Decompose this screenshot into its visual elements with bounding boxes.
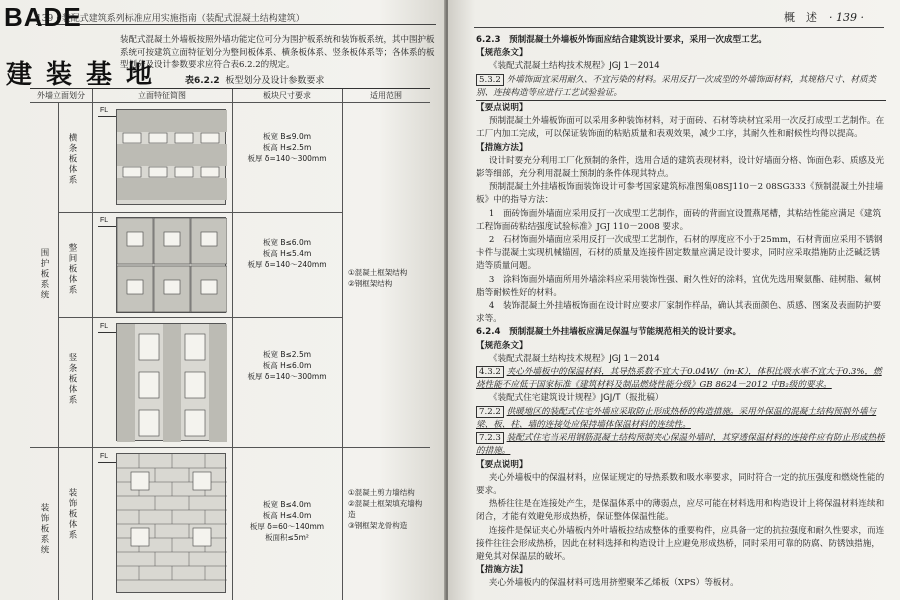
sketch-horizontal-strip-panels — [117, 110, 227, 206]
fl-mark: FL — [100, 323, 109, 330]
clause-5-3-2 — [476, 74, 886, 101]
scope-item: ②混凝土框架填充墙构造 — [348, 499, 423, 519]
tag-standard-clause: 【规范条文】 — [476, 340, 528, 351]
measure-item: 3 涂料饰面外墙面所用外墙涂料应采用装饰性强、耐久性好的涂料，宜优先选用聚氨酯、硅树脂、氟树脂等耐候性好的材料。 — [476, 274, 882, 298]
section-6-2-4-title: 6.2.4 预制混凝土外挂墙板应满足保温与节能规范相关的设计要求。 — [476, 327, 742, 338]
row-name-full-bay: 整间板体系 — [67, 242, 77, 296]
section-6-2-3-title: 6.2.3 预制混凝土外墙板外饰面应结合建筑设计要求，采用一次成型工艺。 — [476, 35, 767, 45]
page-number: · 139 · — [829, 11, 864, 24]
clause-number: 7.2.3 — [476, 432, 504, 444]
tag-key-explanation: 【要点说明】 — [476, 459, 528, 470]
req-vertical — [234, 349, 340, 382]
diagram-horizontal-strips — [116, 109, 226, 205]
table-caption-number: 表6.2.2 — [185, 76, 220, 86]
explanation-paragraph: 热桥往往是在连接处产生，是保温体系中的薄弱点，应尽可能在材料选用和构造设计上将保温材料连续和闭合，才能有效避免形成热桥，保证整体保温性能。 — [476, 499, 885, 523]
clause-text: 外墙饰面宜采用耐久、不宜污染的材料。采用反打一次成型的外墙饰面材料，其规格尺寸、材质类别、连接构造等应进行工艺试验验证。 — [476, 74, 877, 98]
row-name-decorative: 装饰板体系 — [67, 487, 77, 541]
scope-decorative — [348, 487, 428, 531]
group-label-decorative: 装饰板系统 — [39, 502, 49, 556]
table-col-divider — [92, 89, 93, 600]
sketch-decorative-brick-panels — [117, 454, 227, 594]
req-height: 板高 H≤6.0m — [262, 361, 312, 370]
panel-type-table — [30, 88, 430, 600]
row-name-vertical: 竖条板体系 — [67, 352, 77, 406]
clause-4-3-2 — [476, 366, 886, 392]
explanation-paragraph: 预制混凝土外墙板饰面可以采用多种装饰材料，对于面砖、石材等块材宜采用一次反打成型工艺制作。在工厂内加工完成，可以保证装饰面的粘贴质量和表观效果，减少工序，其耐久性和耐候性均得以提高。 — [476, 116, 885, 140]
clause-number: 7.2.2 — [476, 406, 504, 418]
running-head-title: 概 述 — [784, 11, 817, 24]
brand-logo-subtitle: 建装基地 — [6, 60, 167, 90]
req-thickness: 板厚 δ=140～300mm — [247, 372, 327, 381]
intro-paragraph: 装配式混凝土外墙板按照外墙功能定位可分为围护板系统和装饰板系统，其中围护板系统可按建筑立面特征划分为整间板体系、横条板体系、竖条板体系等；各体系的板型划分及设计参数要求应符合表6.2.2的规定。 — [120, 35, 435, 70]
sketch-vertical-strip-panels — [117, 324, 227, 442]
table-caption — [185, 73, 324, 86]
left-page — [0, 0, 446, 600]
header-elevation-sketch: 立面特征简图 — [92, 89, 232, 103]
standard-name: 《装配式混凝土结构技术规程》JGJ 1－2014 — [488, 353, 660, 364]
header-facade-division: 外墙立面划分 — [30, 89, 92, 103]
req-full-bay — [234, 237, 340, 270]
tag-standard-clause: 【规范条文】 — [476, 48, 528, 59]
req-height: 板高 H≤5.4m — [262, 249, 312, 258]
standard-name: 《装配式混凝土结构技术规程》JGJ 1－2014 — [488, 61, 660, 72]
brand-logo: BADE — [4, 2, 82, 32]
table-col-divider — [232, 89, 233, 600]
req-width: 板宽 B≤9.0m — [262, 132, 312, 141]
standard-name: 《装配式住宅建筑设计规程》JGJ/T（报批稿） — [488, 393, 664, 404]
right-header-rule — [474, 27, 884, 28]
clause-text: 供暖地区的装配式住宅外墙应采取防止形成热桥的构造措施。采用外保温的混凝土结构预制外墙与梁、板、柱、墙的连接处应保持墙体保温材料的连续性。 — [476, 406, 877, 430]
scope-envelope — [348, 267, 428, 289]
diagram-vertical-strips — [116, 323, 226, 441]
right-running-header — [784, 9, 864, 25]
fl-mark: FL — [100, 453, 109, 460]
table-col-divider — [342, 89, 343, 600]
left-header-rule — [36, 24, 436, 25]
clause-number: 5.3.2 — [476, 74, 504, 86]
clause-7-2-2 — [476, 406, 886, 432]
req-thickness: 板厚 δ=140～240mm — [247, 260, 327, 269]
measure-paragraph: 设计时要充分利用工厂化预制的条件，选用合适的建筑表现材料，设计好墙面分格、饰面色彩、质感及光影等细部，充分利用混凝土预制的条件体现其特点。 — [476, 155, 885, 180]
req-thickness: 板厚 δ=60～140mm — [249, 522, 325, 531]
req-width: 板宽 B≤4.0m — [262, 500, 312, 509]
right-page-body — [476, 34, 886, 591]
measure-item: 2 石材饰面外墙面应采用反打一次成型工艺制作，石材的厚度应不小于25mm，石材背面应采用不锈钢卡件与混凝土实现机械锚固，石材的质量及连接件固定数量应满足设计要求，同时应采取措施防止泛碱泛锈造等质量问题。 — [476, 235, 883, 272]
clause-text: 夹心外墙板中的保温材料，其导热系数不宜大于0.04W/（m·K），体积比吸水率不宜大于0.3%，燃烧性能不应低于国家标准《建筑材料及制品燃烧性能分级》GB 8624－2012 中B₂级的要求。 — [476, 367, 882, 391]
req-width: 板宽 B≤2.5m — [262, 350, 312, 359]
fl-mark: FL — [100, 217, 109, 224]
clause-number: 4.3.2 — [476, 366, 504, 378]
fl-mark: FL — [100, 107, 109, 114]
req-horizontal — [234, 131, 340, 164]
tag-measures: 【措施方法】 — [476, 142, 528, 153]
tag-measures: 【措施方法】 — [476, 565, 528, 576]
req-height: 板高 H≤2.5m — [262, 143, 312, 152]
measure-item: 4 装饰混凝土外挂墙板饰面在设计时应要求厂家制作样品，确认其表面颜色、质感、图案及表面防护要求等。 — [476, 301, 882, 325]
diagram-full-bay — [116, 217, 226, 313]
group-label-envelope: 围护板系统 — [39, 247, 49, 301]
left-running-header: 139 · 装配式建筑系列标准应用实施指南（装配式混凝土结构建筑） — [36, 14, 305, 24]
row-name-horizontal: 横条板体系 — [67, 132, 77, 186]
tag-key-explanation: 【要点说明】 — [476, 103, 528, 114]
header-scope: 适用范围 — [342, 89, 430, 103]
measure-paragraph: 预制混凝土外挂墙板饰面装饰设计可参考国家建筑标准图集08SJ110－2 08SG333《预制混凝土外挂墙板》中的指导方法： — [476, 182, 884, 206]
clause-text: 装配式住宅当采用钢筋混凝土结构预制夹心保温外墙时，其穿透保温材料的连接件应有防止形成热桥的措施。 — [476, 433, 885, 457]
explanation-paragraph: 夹心外墙板中的保温材料，应保证规定的导热系数和吸水率要求，同时符合一定的抗压强度和燃烧性能的要求。 — [476, 472, 885, 496]
table-caption-title: 板型划分及设计参数要求 — [225, 76, 325, 86]
scope-item: ①混凝土剪力墙结构 — [348, 488, 415, 497]
req-width: 板宽 B≤6.0m — [262, 238, 312, 247]
req-area: 板面积≤5m² — [265, 533, 309, 542]
diagram-decorative — [116, 453, 226, 593]
clause-7-2-3 — [476, 432, 886, 458]
right-page — [448, 0, 900, 600]
scope-item: ②钢框架结构 — [348, 279, 393, 288]
measure-paragraph: 夹心外墙板内的保温材料可选用挤塑聚苯乙烯板（XPS）等板材。 — [488, 578, 739, 589]
scope-item: ①混凝土框架结构 — [348, 268, 408, 277]
scope-item: ③钢框架龙骨构造 — [348, 521, 408, 530]
sketch-full-bay-panels — [117, 218, 227, 314]
req-height: 板高 H≤4.0m — [262, 511, 312, 520]
explanation-paragraph: 连接件是保证夹心外墙板内外叶墙板拉结成整体的重要构件，应具备一定的抗拉强度和耐久性要求，而连接件往往会形成热桥，因此在材料选择和构造设计上应避免形成热桥，同时采用可靠的防腐、防锈蚀措施，避免其对保温层的破坏。 — [476, 525, 885, 562]
req-decorative — [234, 499, 340, 543]
measure-item: 1 面砖饰面外墙面应采用反打一次成型工艺制作，面砖的背面宜设置燕尾槽，其粘结性能应满足《建筑工程饰面砖粘结强度试验标准》JGJ 110－2008 要求。 — [476, 208, 882, 232]
header-size-requirements: 板块尺寸要求 — [232, 89, 342, 103]
req-thickness: 板厚 δ=140～300mm — [247, 154, 327, 163]
